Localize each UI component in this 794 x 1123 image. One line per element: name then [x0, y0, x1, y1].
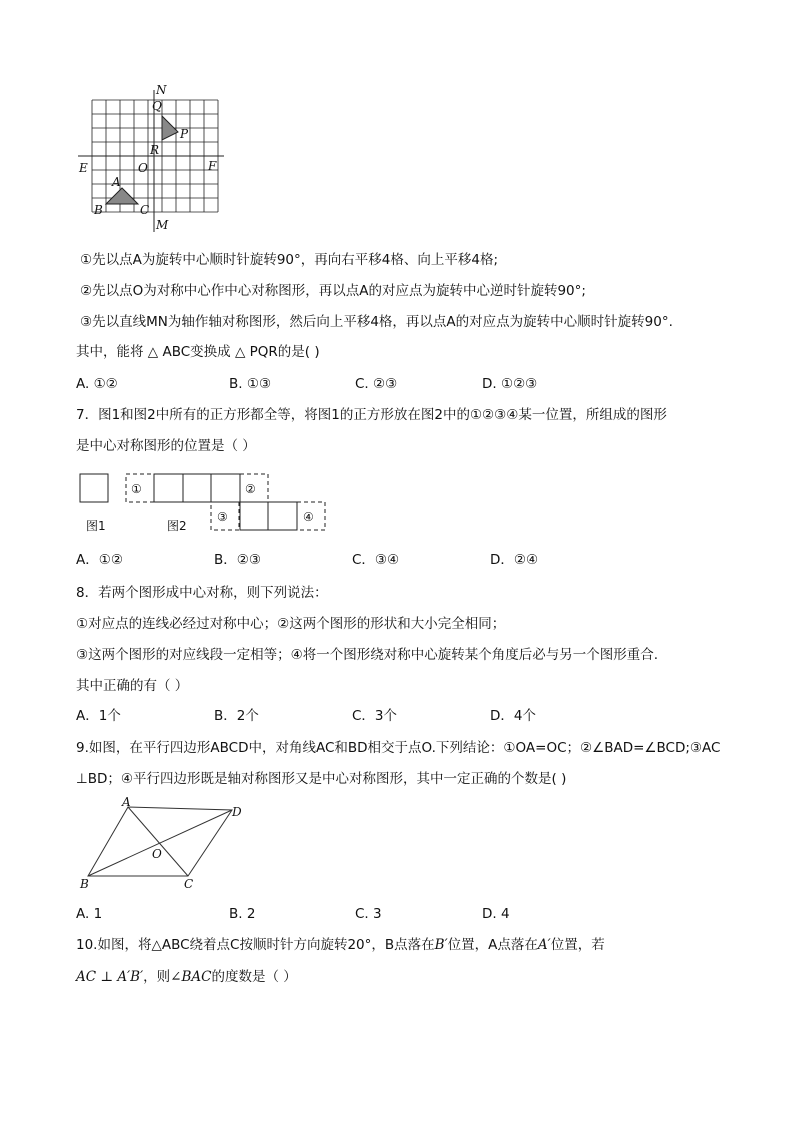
- diagonal-ac: [128, 807, 188, 876]
- figure-2-square: [211, 474, 240, 502]
- label-f: F: [208, 159, 217, 173]
- q10-a-prime: A′: [537, 937, 551, 953]
- slot-4-label: ④: [303, 510, 314, 524]
- q7-option-b[interactable]: B．②③: [214, 552, 261, 568]
- q8-statement-1: ①对应点的连线必经过对称中心；②这两个图形的形状和大小完全相同；: [76, 616, 506, 632]
- q8-option-a[interactable]: A．1个: [76, 708, 121, 724]
- vertex-a: A: [122, 795, 131, 809]
- square-figure: [76, 470, 336, 540]
- slot-1-label: ①: [131, 482, 142, 496]
- label-b: B: [94, 203, 103, 217]
- q8-statement-2: ③这两个图形的对应线段一定相等；④将一个图形绕对称中心旋转某个角度后必与另一个图形重合.: [76, 647, 658, 663]
- q10-angle-bac: ∠BAC: [170, 969, 212, 985]
- label-r: R: [150, 143, 160, 157]
- label-m: M: [156, 218, 169, 232]
- q6-option-a[interactable]: A. ①②: [76, 376, 118, 392]
- q10-stem-line-2: [76, 968, 297, 986]
- label-n: N: [156, 83, 167, 97]
- q10-text-end: 的度数是（ ）: [211, 969, 297, 985]
- figure-2-square: [240, 502, 268, 530]
- label-c: C: [140, 203, 150, 217]
- figure-2-square: [268, 502, 297, 530]
- q9-stem-line-2: ⊥BD；④平行四边形既是轴对称图形又是中心对称图形，其中一定正确的个数是( ): [76, 771, 567, 787]
- center-o: O: [152, 847, 162, 861]
- q9-option-a[interactable]: A. 1: [76, 906, 103, 922]
- q6-option-b[interactable]: B. ①③: [229, 376, 272, 392]
- label-e: E: [79, 161, 88, 175]
- figure-1-square: [80, 474, 108, 502]
- q6-statement-2: ②先以点O为对称中心作中心对称图形，再以点A的对应点为旋转中心逆时针旋转90°;: [80, 283, 586, 299]
- q7-stem-line-1: 7．图1和图2中所有的正方形都全等，将图1的正方形放在图2中的①②③④某一位置，所组成的图形: [76, 407, 667, 423]
- label-o: O: [138, 161, 148, 175]
- label-p: P: [180, 127, 189, 141]
- q8-stem: 8．若两个图形成中心对称，则下列说法：: [76, 585, 328, 601]
- q10-b-prime: B′: [434, 937, 448, 953]
- figure-2-caption: 图2: [167, 519, 187, 533]
- q8-option-b[interactable]: B．2个: [214, 708, 259, 724]
- q7-option-a[interactable]: A．①②: [76, 552, 123, 568]
- q9-option-c[interactable]: C. 3: [355, 906, 382, 922]
- q10-text-a: 10.如图，将△ABC绕着点C按顺时针方向旋转20°，B点落在: [76, 937, 435, 953]
- q8-option-d[interactable]: D．4个: [490, 708, 536, 724]
- slot-3-label: ③: [217, 510, 228, 524]
- q10-text-then: ，则: [143, 969, 171, 985]
- q7-option-d[interactable]: D．②④: [490, 552, 539, 568]
- q9-option-b[interactable]: B. 2: [229, 906, 256, 922]
- vertex-b: B: [80, 877, 89, 891]
- parallelogram-figure: [76, 795, 256, 893]
- q8-question: 其中正确的有（ ）: [76, 678, 189, 694]
- figure-2-square: [183, 474, 211, 502]
- label-a: A: [112, 175, 121, 189]
- slot-2-label: ②: [245, 482, 256, 496]
- q9-option-d[interactable]: D. 4: [482, 906, 510, 922]
- q10-text-e: 位置，若: [550, 937, 605, 953]
- q6-statement-3: ③先以直线MN为轴作轴对称图形，然后向上平移4格，再以点A的对应点为旋转中心顺时针旋转90°.: [80, 314, 673, 330]
- q6-option-d[interactable]: D. ①②③: [482, 376, 538, 392]
- q8-option-c[interactable]: C．3个: [352, 708, 398, 724]
- figure-1-caption: 图1: [86, 519, 106, 533]
- q10-stem-line-1: [76, 936, 605, 954]
- q7-option-c[interactable]: C．③④: [352, 552, 400, 568]
- grid-figure: [76, 84, 236, 234]
- vertex-c: C: [184, 877, 194, 891]
- label-q: Q: [152, 99, 162, 113]
- figure-2-square: [154, 474, 183, 502]
- q7-stem-line-2: 是中心对称图形的位置是（ ）: [76, 438, 256, 454]
- q9-stem-line-1: 9.如图，在平行四边形ABCD中，对角线AC和BD相交于点O.下列结论：①OA=OC；②∠BAD=∠BCD;③AC: [76, 740, 721, 756]
- q6-stem: 其中，能将 △ ABC变换成 △ PQR的是( ): [76, 344, 320, 360]
- vertex-d: D: [232, 805, 242, 819]
- triangle-abc: [106, 188, 138, 204]
- q6-statement-1: ①先以点A为旋转中心顺时针旋转90°，再向右平移4格、向上平移4格;: [80, 252, 498, 268]
- q10-perp-condition: AC ⊥ A′B′: [76, 969, 144, 985]
- q10-text-c: 位置，A点落在: [447, 937, 538, 953]
- q6-option-c[interactable]: C. ②③: [355, 376, 398, 392]
